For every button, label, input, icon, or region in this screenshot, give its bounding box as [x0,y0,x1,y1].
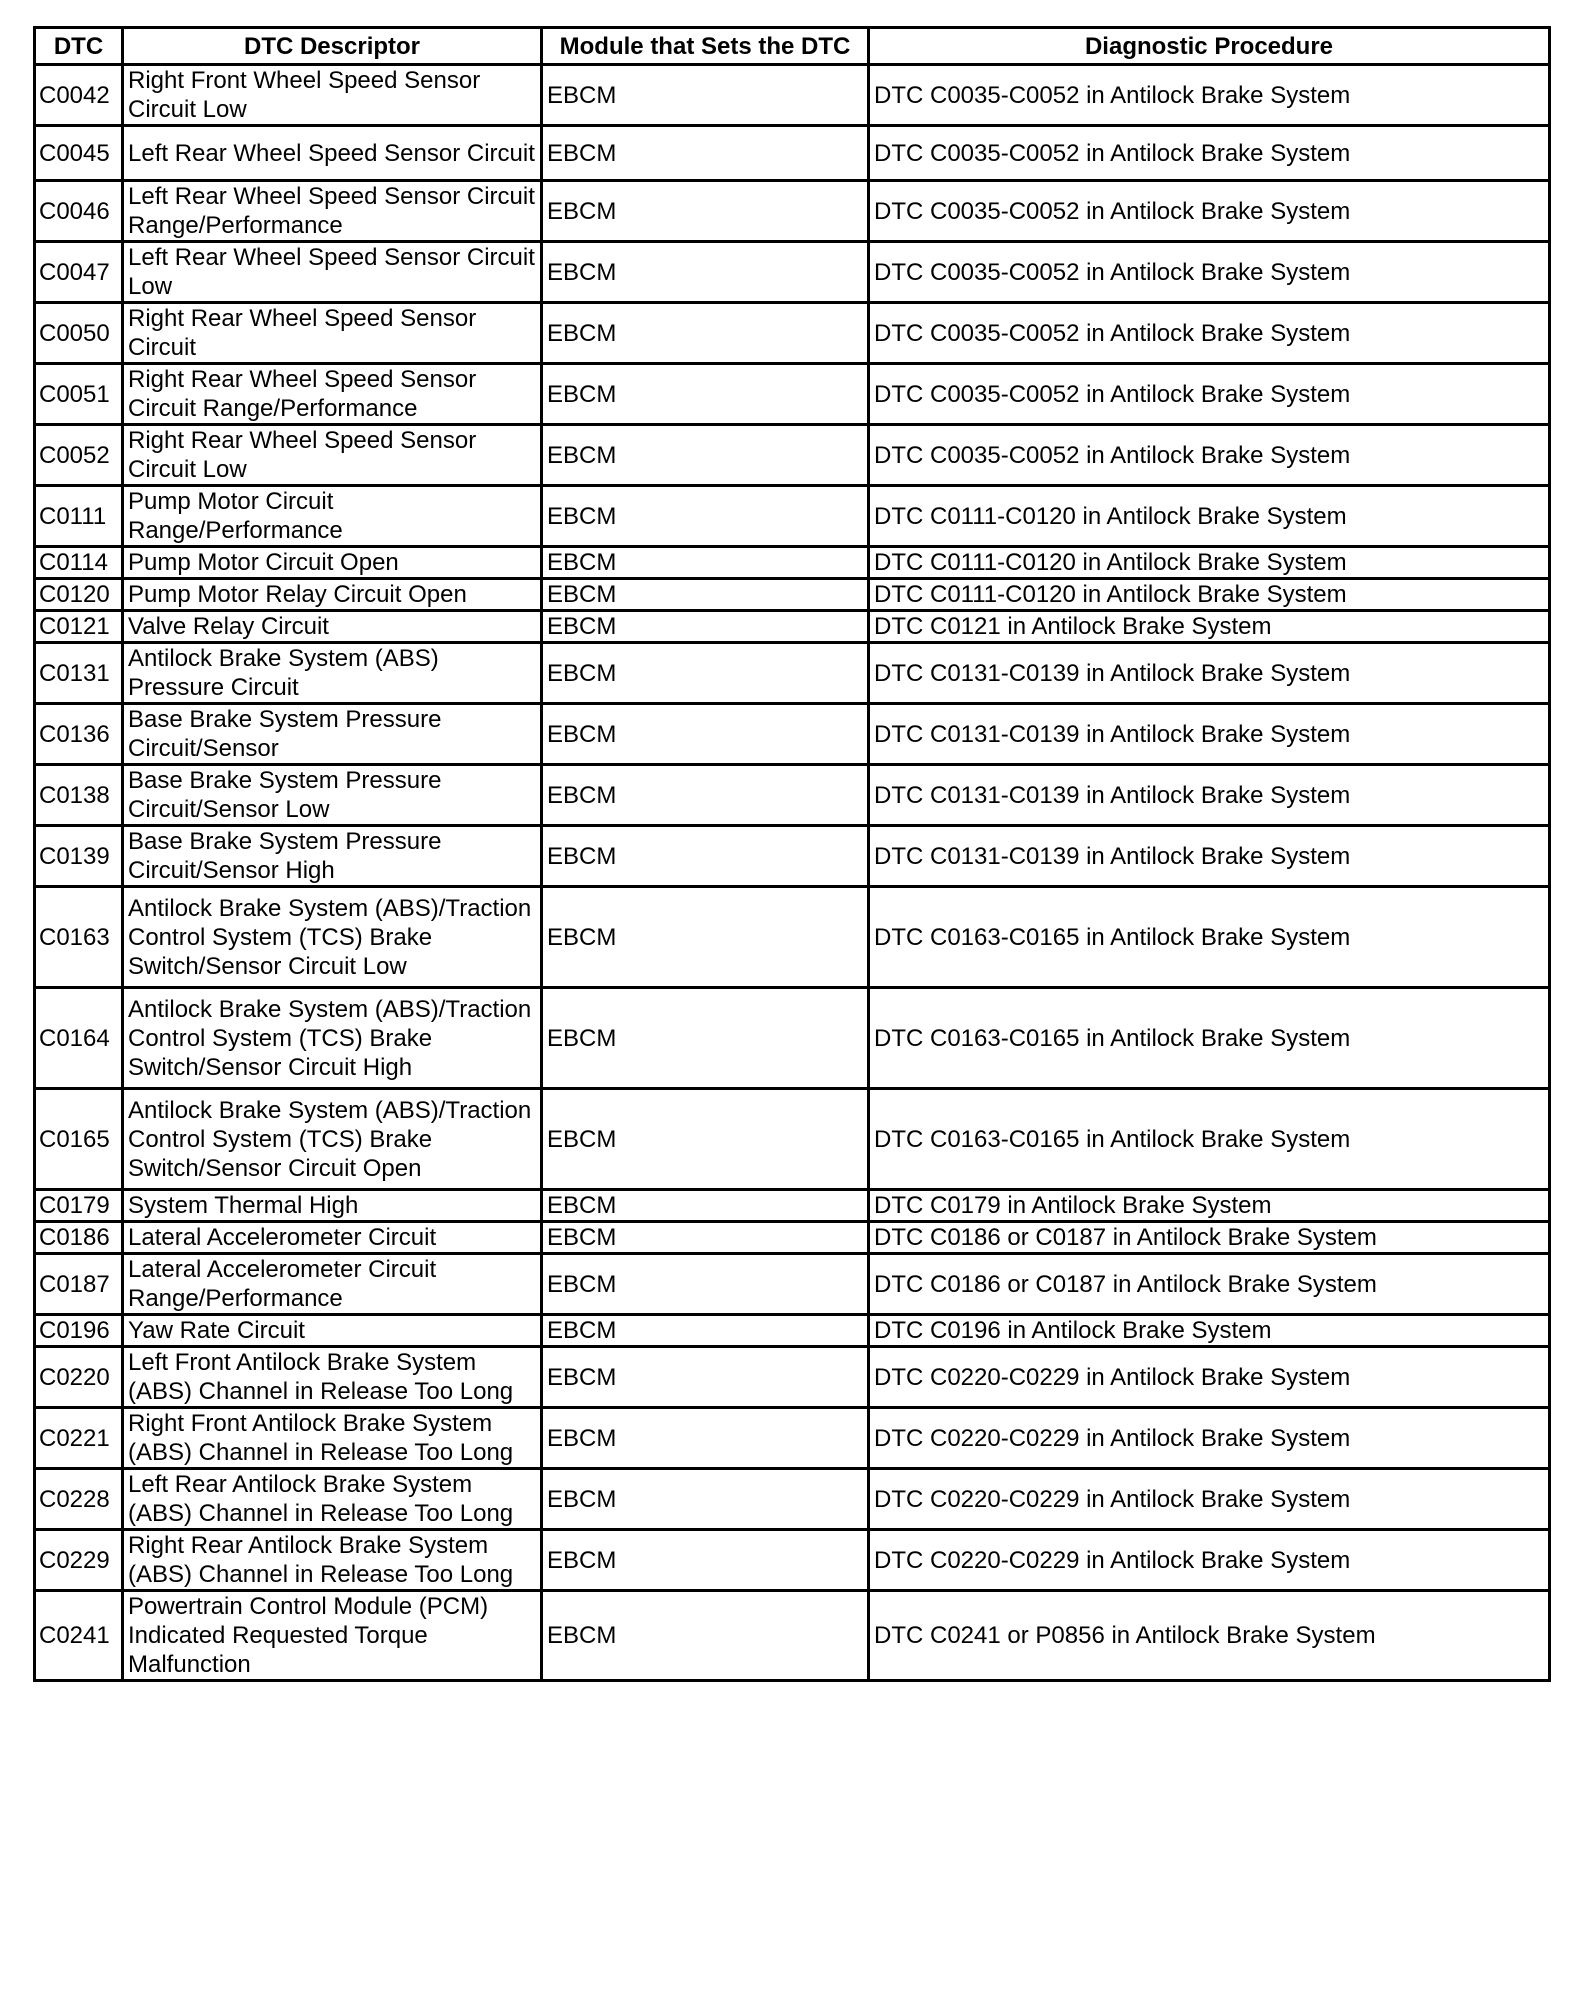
module-name: EBCM [542,1469,869,1530]
dtc-code: C0164 [35,988,123,1089]
diagnostic-procedure: DTC C0035-C0052 in Antilock Brake System [869,126,1550,181]
header-module: Module that Sets the DTC [542,28,869,65]
table-row [35,242,1550,303]
dtc-code: C0046 [35,181,123,242]
dtc-code: C0045 [35,126,123,181]
header-dtc: DTC [35,28,123,65]
table-row [35,579,1550,611]
diagnostic-procedure: DTC C0111-C0120 in Antilock Brake System [869,547,1550,579]
dtc-descriptor: Antilock Brake System (ABS)/Traction Control System (TCS) Brake Switch/Sensor Circuit High [123,988,542,1089]
dtc-code: C0179 [35,1190,123,1222]
dtc-code: C0196 [35,1315,123,1347]
dtc-descriptor: Powertrain Control Module (PCM) Indicated Requested Torque Malfunction [123,1591,542,1681]
diagnostic-procedure: DTC C0220-C0229 in Antilock Brake System [869,1469,1550,1530]
dtc-descriptor: Right Rear Wheel Speed Sensor Circuit Range/Performance [123,364,542,425]
module-name: EBCM [542,1408,869,1469]
module-name: EBCM [542,1347,869,1408]
diagnostic-procedure: DTC C0131-C0139 in Antilock Brake System [869,826,1550,887]
table-row [35,1408,1550,1469]
dtc-descriptor: Pump Motor Relay Circuit Open [123,579,542,611]
table-body [35,65,1550,1681]
diagnostic-procedure: DTC C0241 or P0856 in Antilock Brake System [869,1591,1550,1681]
module-name: EBCM [542,1222,869,1254]
module-name: EBCM [542,611,869,643]
dtc-code: C0042 [35,65,123,126]
dtc-code: C0186 [35,1222,123,1254]
module-name: EBCM [542,1254,869,1315]
table-row [35,181,1550,242]
dtc-descriptor: Right Front Wheel Speed Sensor Circuit Low [123,65,542,126]
dtc-descriptor: Yaw Rate Circuit [123,1315,542,1347]
table-row [35,486,1550,547]
module-name: EBCM [542,1315,869,1347]
table-row [35,643,1550,704]
module-name: EBCM [542,1591,869,1681]
diagnostic-procedure: DTC C0179 in Antilock Brake System [869,1190,1550,1222]
dtc-code: C0221 [35,1408,123,1469]
module-name: EBCM [542,303,869,364]
module-name: EBCM [542,181,869,242]
dtc-code: C0050 [35,303,123,364]
dtc-descriptor: Base Brake System Pressure Circuit/Sensor Low [123,765,542,826]
diagnostic-procedure: DTC C0035-C0052 in Antilock Brake System [869,65,1550,126]
module-name: EBCM [542,1089,869,1190]
module-name: EBCM [542,704,869,765]
table-row [35,887,1550,988]
module-name: EBCM [542,425,869,486]
table-row [35,988,1550,1089]
dtc-descriptor: Right Rear Antilock Brake System (ABS) Channel in Release Too Long [123,1530,542,1591]
module-name: EBCM [542,765,869,826]
table-row [35,611,1550,643]
dtc-descriptor: Right Rear Wheel Speed Sensor Circuit Low [123,425,542,486]
module-name: EBCM [542,643,869,704]
module-name: EBCM [542,826,869,887]
dtc-descriptor: Antilock Brake System (ABS)/Traction Control System (TCS) Brake Switch/Sensor Circuit Open [123,1089,542,1190]
table-row [35,1347,1550,1408]
diagnostic-procedure: DTC C0131-C0139 in Antilock Brake System [869,704,1550,765]
header-descriptor: DTC Descriptor [123,28,542,65]
table-row [35,1530,1550,1591]
dtc-descriptor: Right Front Antilock Brake System (ABS) Channel in Release Too Long [123,1408,542,1469]
diagnostic-procedure: DTC C0220-C0229 in Antilock Brake System [869,1408,1550,1469]
dtc-code: C0220 [35,1347,123,1408]
dtc-code: C0131 [35,643,123,704]
table-row [35,364,1550,425]
table-row [35,1190,1550,1222]
dtc-descriptor: Valve Relay Circuit [123,611,542,643]
dtc-descriptor: Left Rear Wheel Speed Sensor Circuit Low [123,242,542,303]
table-row [35,765,1550,826]
dtc-descriptor: Antilock Brake System (ABS) Pressure Circuit [123,643,542,704]
dtc-code: C0187 [35,1254,123,1315]
diagnostic-procedure: DTC C0163-C0165 in Antilock Brake System [869,1089,1550,1190]
dtc-table [33,26,1551,1682]
diagnostic-procedure: DTC C0220-C0229 in Antilock Brake System [869,1347,1550,1408]
table-row [35,303,1550,364]
dtc-code: C0241 [35,1591,123,1681]
diagnostic-procedure: DTC C0163-C0165 in Antilock Brake System [869,887,1550,988]
dtc-descriptor: Left Front Antilock Brake System (ABS) Channel in Release Too Long [123,1347,542,1408]
module-name: EBCM [542,547,869,579]
diagnostic-procedure: DTC C0131-C0139 in Antilock Brake System [869,765,1550,826]
table-header-row [35,28,1550,65]
dtc-descriptor: Left Rear Wheel Speed Sensor Circuit Range/Performance [123,181,542,242]
diagnostic-procedure: DTC C0111-C0120 in Antilock Brake System [869,486,1550,547]
module-name: EBCM [542,486,869,547]
table-row [35,547,1550,579]
dtc-code: C0111 [35,486,123,547]
header-procedure: Diagnostic Procedure [869,28,1550,65]
diagnostic-procedure: DTC C0035-C0052 in Antilock Brake System [869,303,1550,364]
diagnostic-procedure: DTC C0131-C0139 in Antilock Brake System [869,643,1550,704]
table-row [35,1254,1550,1315]
diagnostic-procedure: DTC C0186 or C0187 in Antilock Brake System [869,1254,1550,1315]
diagnostic-procedure: DTC C0035-C0052 in Antilock Brake System [869,425,1550,486]
dtc-code: C0165 [35,1089,123,1190]
dtc-code: C0047 [35,242,123,303]
table-row [35,65,1550,126]
dtc-descriptor: Right Rear Wheel Speed Sensor Circuit [123,303,542,364]
dtc-descriptor: Base Brake System Pressure Circuit/Sensor High [123,826,542,887]
table-row [35,826,1550,887]
diagnostic-procedure: DTC C0035-C0052 in Antilock Brake System [869,242,1550,303]
table-row [35,1591,1550,1681]
dtc-code: C0229 [35,1530,123,1591]
table-row [35,1089,1550,1190]
module-name: EBCM [542,126,869,181]
dtc-code: C0163 [35,887,123,988]
table-row [35,704,1550,765]
dtc-descriptor: Left Rear Antilock Brake System (ABS) Channel in Release Too Long [123,1469,542,1530]
module-name: EBCM [542,65,869,126]
diagnostic-procedure: DTC C0186 or C0187 in Antilock Brake System [869,1222,1550,1254]
dtc-descriptor: Antilock Brake System (ABS)/Traction Control System (TCS) Brake Switch/Sensor Circuit Low [123,887,542,988]
module-name: EBCM [542,887,869,988]
dtc-descriptor: Left Rear Wheel Speed Sensor Circuit [123,126,542,181]
diagnostic-procedure: DTC C0035-C0052 in Antilock Brake System [869,364,1550,425]
dtc-code: C0120 [35,579,123,611]
table-row [35,425,1550,486]
diagnostic-procedure: DTC C0111-C0120 in Antilock Brake System [869,579,1550,611]
dtc-descriptor: Base Brake System Pressure Circuit/Sensor [123,704,542,765]
diagnostic-procedure: DTC C0121 in Antilock Brake System [869,611,1550,643]
diagnostic-procedure: DTC C0196 in Antilock Brake System [869,1315,1550,1347]
dtc-code: C0052 [35,425,123,486]
dtc-code: C0139 [35,826,123,887]
dtc-code: C0136 [35,704,123,765]
module-name: EBCM [542,579,869,611]
module-name: EBCM [542,364,869,425]
dtc-code: C0228 [35,1469,123,1530]
dtc-code: C0114 [35,547,123,579]
dtc-code: C0138 [35,765,123,826]
dtc-code: C0121 [35,611,123,643]
module-name: EBCM [542,242,869,303]
dtc-descriptor: System Thermal High [123,1190,542,1222]
module-name: EBCM [542,1530,869,1591]
table-row [35,1222,1550,1254]
module-name: EBCM [542,1190,869,1222]
dtc-descriptor: Pump Motor Circuit Range/Performance [123,486,542,547]
table-row [35,126,1550,181]
table-row [35,1315,1550,1347]
diagnostic-procedure: DTC C0163-C0165 in Antilock Brake System [869,988,1550,1089]
dtc-code: C0051 [35,364,123,425]
table-row [35,1469,1550,1530]
module-name: EBCM [542,988,869,1089]
diagnostic-procedure: DTC C0220-C0229 in Antilock Brake System [869,1530,1550,1591]
dtc-descriptor: Lateral Accelerometer Circuit [123,1222,542,1254]
dtc-descriptor: Pump Motor Circuit Open [123,547,542,579]
diagnostic-procedure: DTC C0035-C0052 in Antilock Brake System [869,181,1550,242]
dtc-descriptor: Lateral Accelerometer Circuit Range/Performance [123,1254,542,1315]
